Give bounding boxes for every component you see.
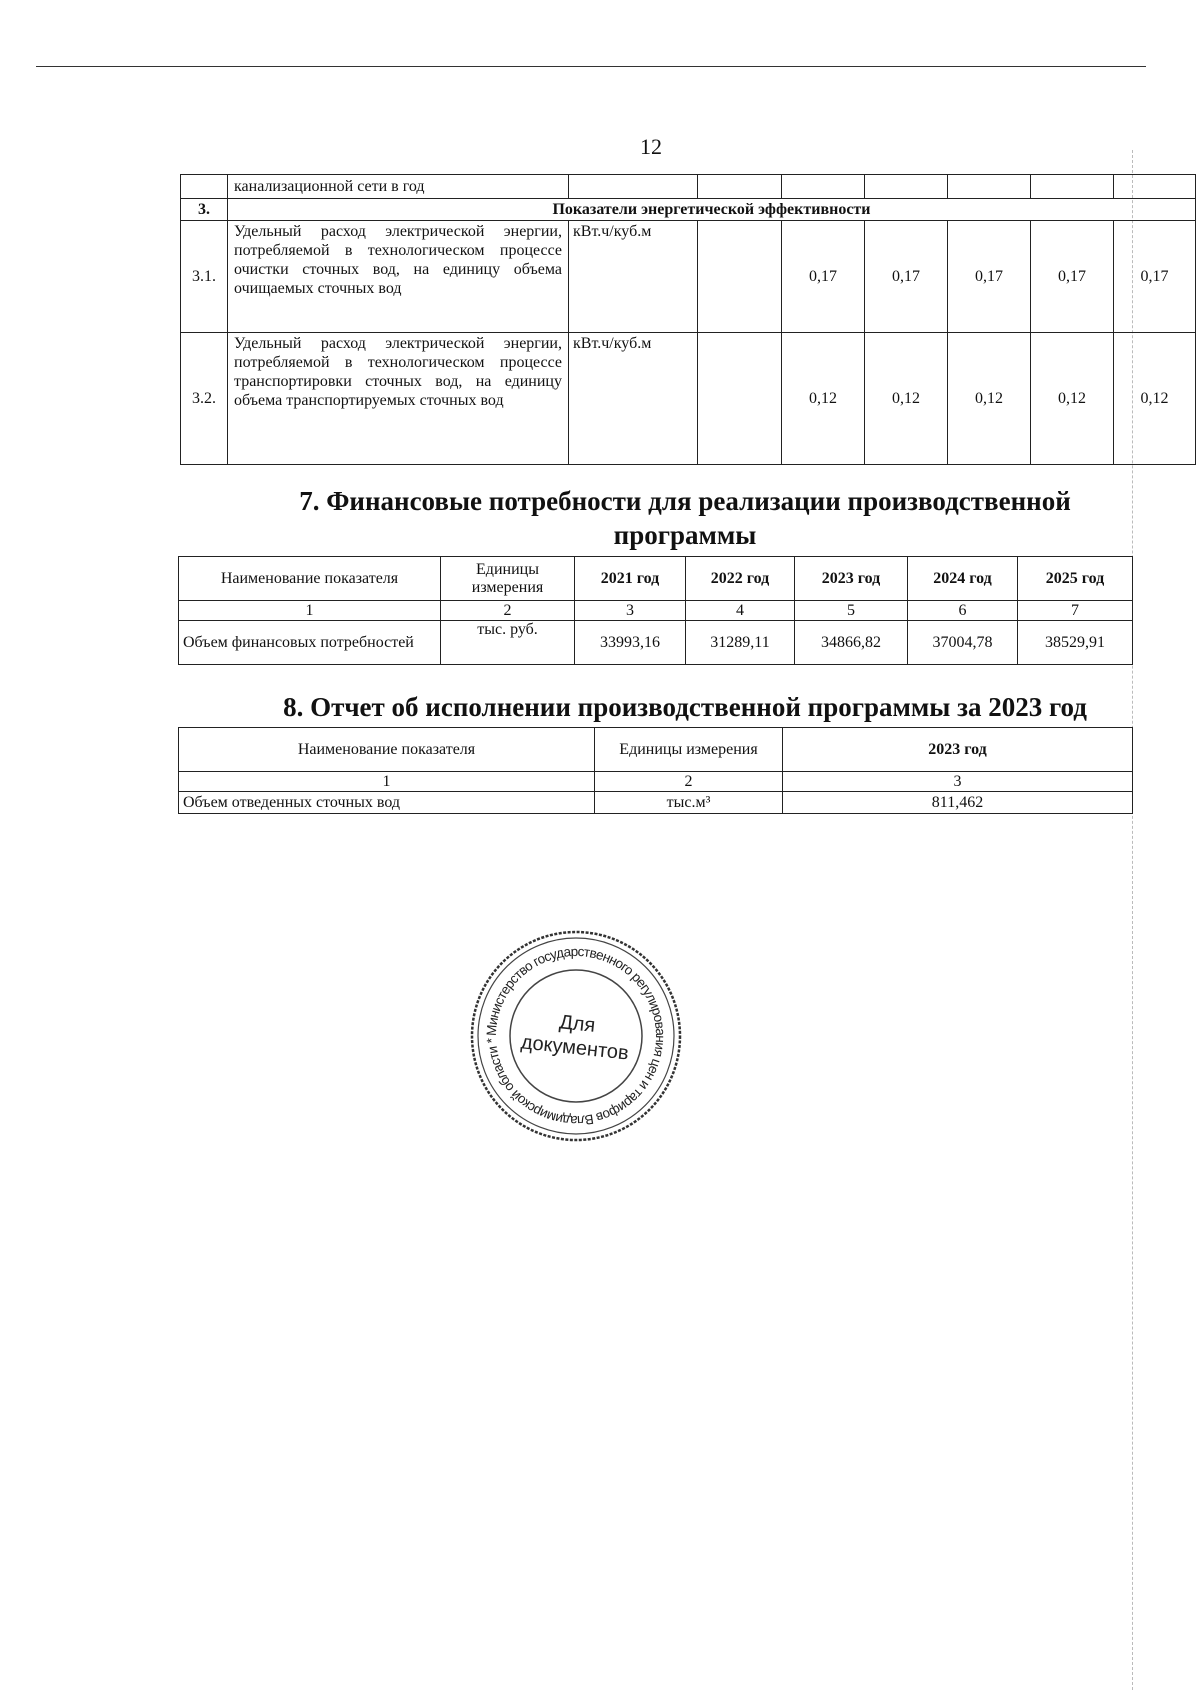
section-num: 3. [181, 199, 228, 221]
table-index-row [179, 772, 1133, 792]
index-cell: 3 [575, 601, 686, 621]
table-index-row [179, 601, 1133, 621]
column-header: Наименование показателя [179, 728, 595, 772]
value-cell: 0,17 [865, 221, 948, 333]
index-cell: 4 [686, 601, 795, 621]
index-cell: 7 [1018, 601, 1133, 621]
value-cell: 0,17 [1031, 221, 1114, 333]
stamp-center-text-1: Для [558, 1011, 597, 1037]
row-desc: Удельный расход электрической энергии, потребляемой в технологическом процессе транспортировки сточных вод, на единицу объема транспортируемых сточных вод [228, 333, 569, 465]
index-cell: 6 [908, 601, 1018, 621]
column-header: 2022 год [686, 557, 795, 601]
value-cell: 0,12 [948, 333, 1031, 465]
value-cell: 0,17 [1114, 221, 1196, 333]
column-header: Единицы измерения [595, 728, 783, 772]
column-header: 2024 год [908, 557, 1018, 601]
table-row [179, 792, 1133, 814]
index-cell: 5 [795, 601, 908, 621]
value-cell: 33993,16 [575, 621, 686, 665]
table-row [179, 621, 1133, 665]
table-row [181, 221, 1196, 333]
column-header: 2021 год [575, 557, 686, 601]
column-header: 2025 год [1018, 557, 1133, 601]
value-cell: 0,17 [948, 221, 1031, 333]
value-cell: 811,462 [783, 792, 1133, 814]
table-header-row [179, 557, 1133, 601]
value-cell: 0,17 [782, 221, 865, 333]
row-num: 3.1. [181, 221, 228, 333]
stamp-outer-ring [472, 932, 680, 1140]
table-row [181, 333, 1196, 465]
table-row [181, 175, 1196, 199]
row-unit: кВт.ч/куб.м [569, 333, 698, 465]
section-row [181, 199, 1196, 221]
stamp-ring-text: Министерство государственного регулирования цен и тарифов Владимирской области * [483, 943, 669, 1129]
continuation-text: канализационной сети в год [228, 175, 569, 199]
official-stamp [468, 928, 684, 1144]
page-number: 12 [640, 134, 662, 159]
row-unit: кВт.ч/куб.м [569, 221, 698, 333]
column-header: 2023 год [795, 557, 908, 601]
stamp-center-text-2: документов [519, 1031, 630, 1065]
value-cell: 0,12 [865, 333, 948, 465]
financial-needs-table [178, 556, 1133, 665]
index-cell: 1 [179, 601, 441, 621]
execution-report-table [178, 727, 1133, 814]
index-cell: 3 [783, 772, 1133, 792]
row-num: 3.2. [181, 333, 228, 465]
value-cell: 31289,11 [686, 621, 795, 665]
top-rule [36, 66, 1146, 67]
stamp-inner-ring [478, 938, 674, 1134]
unit-cell: тыс. руб. [441, 621, 575, 665]
table-header-row [179, 728, 1133, 772]
section-title: Показатели энергетической эффективности [228, 199, 1196, 221]
column-header: Наименование показателя [179, 557, 441, 601]
value-cell: 34866,82 [795, 621, 908, 665]
index-cell: 2 [595, 772, 783, 792]
indicators-table [180, 174, 1196, 465]
value-cell: 0,12 [1114, 333, 1196, 465]
indicator-name: Объем финансовых потребностей [179, 621, 441, 665]
value-cell: 0,12 [782, 333, 865, 465]
section-8-title: 8. Отчет об исполнении производственной программы за 2023 год [283, 692, 1087, 722]
section-7-title: 7. Финансовые потребности для реализации производственной программы [299, 486, 1071, 550]
value-cell: 38529,91 [1018, 621, 1133, 665]
value-cell: 37004,78 [908, 621, 1018, 665]
unit-cell: тыс.м³ [595, 792, 783, 814]
value-cell: 0,12 [1031, 333, 1114, 465]
index-cell: 1 [179, 772, 595, 792]
indicator-name: Объем отведенных сточных вод [179, 792, 595, 814]
column-header: 2023 год [783, 728, 1133, 772]
column-header: Единицы измерения [441, 557, 575, 601]
row-desc: Удельный расход электрической энергии, потребляемой в технологическом процессе очистки сточных вод, на единицу объема очищаемых сточных вод [228, 221, 569, 333]
index-cell: 2 [441, 601, 575, 621]
